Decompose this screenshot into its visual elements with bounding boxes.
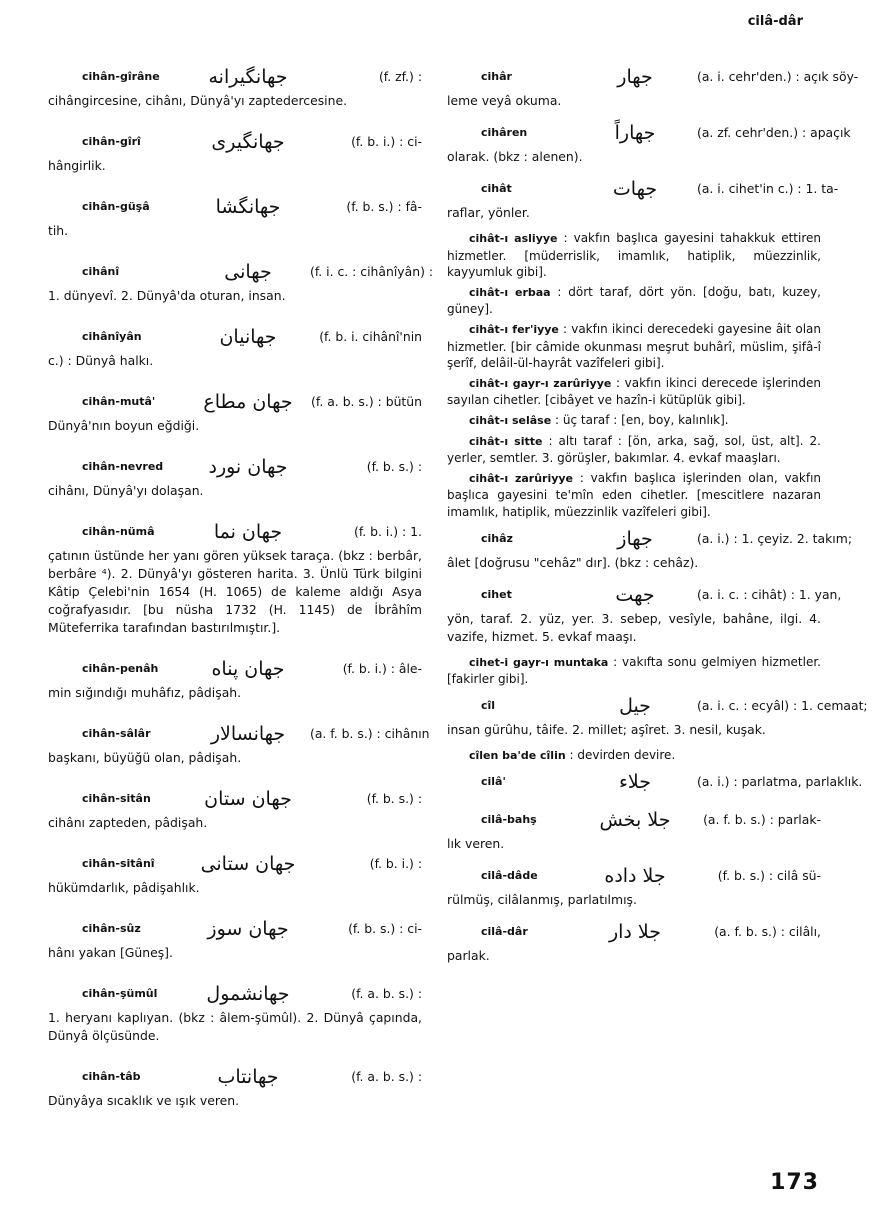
entry-grammar: (a. i.) : 1. çeyiz. 2. takım; [697,530,852,546]
entry-term: cilâ' [481,775,506,789]
entry-arabic-script: جهانگیرانه [208,66,288,88]
dictionary-entry [447,917,821,965]
page-number: 173 [770,1170,819,1195]
entry-definition: Dünyâ'nın boyun eğdiği. [48,418,200,433]
entry-grammar: (f. zf.) : [378,69,422,84]
right-column [447,62,868,973]
entry-arabic-script: جهان ستان [204,788,292,810]
entry-head [447,580,842,610]
dictionary-entry [48,517,422,637]
entry-head [447,62,859,92]
entry-term: cihân-sûz [82,922,141,935]
entry-arabic-script: جهاراً [614,122,656,144]
entry-head [447,118,851,148]
entry-arabic-script: جهانیان [219,326,277,348]
dictionary-entry [447,805,821,853]
entry-term: cilâ-dâde [481,869,538,883]
entry-definition: âlet [doğrusu "cehâz" dır]. (bkz : cehâz). [447,554,699,570]
entry-definition: cihânı, Dünyâ'yı dolaşan. [48,483,204,498]
running-header: cilâ-dâr [747,14,803,29]
entry-term: cihât-ı asliyye [469,232,558,245]
entry-term: cihânî [82,265,120,278]
entry-grammar: (f. b. i. cihânî'nin [319,329,422,344]
entry-term: cihât-ı sitte [469,434,543,448]
left-column [48,62,434,1127]
entry-head [48,914,422,944]
entry-grammar: (a. i.) : parlatma, parlaklık. [697,774,863,790]
entry-term: cihâren [481,126,528,139]
entry-head [447,174,839,204]
entry-term: cihân-mutâ' [82,395,156,408]
dictionary-entry [48,784,422,832]
entry-definition: : altı taraf : [ön, arka, sağ, sol, üst, alt]. 2. yerler, semtler. 3. görüşler, bakımlar. 4. evkaf maaşları. [447,433,821,466]
entry-head [48,517,422,547]
dictionary-entry [48,719,430,767]
entry-head [48,979,422,1009]
entry-definition: : üç taraf : [en, boy, kalınlık]. [555,412,729,427]
dictionary-entry [48,849,422,897]
dictionary-entry [48,654,422,702]
entry-definition: rülmüş, cilâlanmış, parlatılmış. [447,892,637,908]
entry-grammar: (f. i. c. : cihânîyân) : [310,264,434,279]
entry-term: cîlen ba'de cîlin [469,748,566,762]
entry-arabic-script: جهانگیری [211,131,285,153]
entry-arabic-script: جهانشمول [206,983,290,1005]
entry-definition: leme veyâ okuma. [447,93,562,108]
entry-grammar: (f. a. b. s.) : [351,986,422,1001]
entry-definition: olarak. (bkz : alenen). [447,149,583,164]
dictionary-entry [447,691,868,739]
entry-head [48,322,422,352]
entry-grammar: (f. b. s.) : [366,791,422,806]
entry-head [48,62,422,92]
entry-term: cihân-sitân [82,792,151,805]
entry-term: cihân-sâlâr [82,727,151,740]
entry-grammar: (a. i. c. : cihât) : 1. yan, [697,586,842,602]
entry-term: cihet [481,587,512,601]
entry-arabic-script: جهار [617,66,653,88]
entry-arabic-script: جهاز [617,527,653,550]
entry-definition: çatının üstünde her yanı gören yüksek taraça. (bkz : berbâr, berbâre ⁴). 2. Dünyâ'yı gösteren harita. 3. Ünlü Türk bilgini Kâtip Çelebi'nin 1654 (H. 1065) de kaleme aldığı Asya coğrafyasıdır. [bu nüsha 1732 (H. 1145) de İbrâhîm Müteferrika tarafından bastırılmıştır.]. [48,548,422,635]
entry-arabic-script: جهانتاب [217,1066,279,1088]
entry-term: cihât-ı gayr-ı zarûriyye [469,376,612,390]
dictionary-entry [447,861,821,909]
entry-definition: : vakfın ikinci derecedeki gayesine âit olan hizmetler. [bir câmide okunması meşrut buhârî, müslim, şifâ-î şerîf, delâil-ül-hayrât vazîfeleri gibi]. [447,321,821,371]
entry-grammar: (a. i. cihet'in c.) : 1. ta- [697,181,839,196]
dictionary-entry [48,192,422,240]
entry-term: cihet-i gayr-ı muntaka [469,655,609,669]
entry-term: cihât-ı zarûriyye [469,471,574,485]
entry-definition: 1. dünyevî. 2. Dünyâ'da oturan, insan. [48,288,286,303]
entry-arabic-script: جهات [612,178,658,200]
entry-definition: : vakıfta sonu gelmiyen hizmetler. [fakirler gibi]. [447,654,821,687]
entry-grammar: (f. b. i.) : 1. [353,524,422,539]
entry-head [48,784,422,814]
entry-arabic-script: جلا دار [608,921,662,944]
dictionary-entry [48,322,422,370]
entry-grammar: (a. i. c. : ecyâl) : 1. cemaat; [697,697,868,713]
entry-definition: cihângircesine, cihânı, Dünyâ'yı zaptedercesine. [48,93,348,108]
entry-definition: : vakfın başlıca işlerinden olan, vakfın başlıca gayesini te'mîn eden cihetler. [mescitlere nazaran imamlık, hatiplik, müezzinlik vazîfeleri gibi]. [447,470,822,519]
entry-arabic-script: جهانی [224,261,272,283]
entry-term: cihâz [481,531,513,545]
entry-arabic-script: جلا داده [604,865,666,888]
entry-definition: : devirden devire. [569,747,676,762]
dictionary-entry [48,1062,422,1110]
entry-term: cihân-şümûl [82,987,158,1000]
entry-term: cihân-gîrî [82,135,141,148]
dictionary-entry [447,118,851,166]
dictionary-entry [447,580,842,646]
entry-term: cihât-ı fer'iyye [469,322,559,336]
entry-term: cihânîyân [82,330,142,343]
entry-term: cihân-penâh [82,662,159,675]
entry-grammar: (f. a. b. s.) : bütün [311,394,422,409]
entry-grammar: (f. a. b. s.) : [351,1069,422,1084]
entry-head [48,192,422,222]
entry-term: cilâ-dâr [481,925,528,939]
entry-definition: : dört taraf, dört yön. [doğu, batı, kuzey, güney]. [447,284,821,317]
entry-definition: parlak. [447,948,490,964]
entry-term: cilâ-bahş [481,813,537,827]
entry-grammar: (f. b. s.) : cilâ sü- [717,868,821,884]
entry-head [447,805,821,835]
dictionary-entry [447,174,839,222]
entry-term: cihân-nevred [82,460,164,473]
dictionary-entry [447,433,821,467]
entry-term: cihân-nümâ [82,525,155,538]
entry-definition: min sığındığı muhâfız, pâdişah. [48,685,242,700]
entry-definition: : vakfın ikinci derecede işlerinden sayılan cihetler. [cibâyet ve hazîn-i kütüplük gibi]. [447,375,821,408]
entry-head [447,861,821,891]
dictionary-entry [447,284,821,318]
entry-head [48,849,422,879]
entry-term: cihât [481,182,512,195]
entry-arabic-script: جهان سوز [207,918,289,940]
entry-arabic-script: جلاء [618,771,652,794]
entry-arabic-script: جهان پناه [211,658,285,680]
entry-arabic-script: جهانسالار [210,723,286,745]
entry-arabic-script: جهان نورد [208,456,288,478]
entry-term: cihât-ı selâse [469,413,552,427]
entry-grammar: (f. b. s.) : fâ- [346,199,422,214]
entry-term: cihân-güşâ [82,200,150,213]
entry-definition: hânı yakan [Güneş]. [48,945,173,960]
entry-arabic-script: جهان ستانی [200,853,296,875]
entry-term: cihât-ı erbaa [469,285,551,299]
entry-head [48,127,422,157]
entry-arabic-script: جهت [615,583,655,606]
entry-head [447,767,863,797]
entry-definition: yön, taraf. 2. yüz, yer. 3. sebep, vesîyle, bahâne, ilgi. 4. vazife, hizmet. 5. evkaf maaşı. [447,610,821,644]
dictionary-entry [447,470,821,521]
entry-definition: raflar, yönler. [447,205,530,220]
entry-head [48,1062,422,1092]
entry-definition: hângirlik. [48,158,106,173]
entry-definition: başkanı, büyüğü olan, pâdişah. [48,750,242,765]
entry-grammar: (f. b. i.) : ci- [351,134,422,149]
entry-head [48,257,434,287]
entry-arabic-script: جهان نما [213,521,283,543]
entry-grammar: (f. b. s.) : ci- [348,921,422,936]
entry-definition: tih. [48,223,69,238]
dictionary-entry [48,452,422,500]
dictionary-entry [447,654,821,688]
entry-arabic-script: جلا بخش [599,809,671,832]
dictionary-entry [48,62,422,110]
entry-definition: hükümdarlık, pâdişahlık. [48,880,200,895]
entry-head [48,452,422,482]
entry-definition: c.) : Dünyâ halkı. [48,353,154,368]
entry-head [48,387,422,417]
entry-grammar: (a. f. b. s.) : cihânın [310,726,430,741]
dictionary-entry [48,914,422,962]
entry-arabic-script: جيل [619,694,651,717]
dictionary-entry [447,62,859,110]
entry-head [447,524,852,554]
entry-definition: Dünyâya sıcaklık ve ışık veren. [48,1093,240,1108]
entry-grammar: (f. b. i.) : [369,856,422,871]
entry-head [48,654,422,684]
entry-grammar: (f. b. i.) : âle- [342,661,422,676]
dictionary-entry [447,321,821,372]
entry-term: cihân-sitânî [82,857,155,870]
entry-definition: insan gürûhu, tâife. 2. millet; aşîret. 3. nesil, kuşak. [447,721,766,737]
entry-term: cihân-tâb [82,1070,141,1083]
entry-definition: : vakfın başlıca gayesini tahakkuk ettiren hizmetler. [müderrislik, imamlık, hatiplik, müezzinlik, kayyumluk gibi]. [447,231,821,280]
entry-definition: 1. heryanı kaplıyan. (bkz : âlem-şümûl). 2. Dünyâ çapında, Dünyâ ölçüsünde. [48,1010,422,1043]
dictionary-entry [48,127,422,175]
dictionary-entry [447,412,821,430]
entry-grammar: (a. i. cehr'den.) : açık söy- [697,69,859,84]
entry-arabic-script: جهان مطاع [203,391,293,413]
entry-term: cihân-gîrâne [82,70,160,83]
entry-grammar: (a. f. b. s.) : cilâlı, [714,924,821,940]
entry-grammar: (f. b. s.) : [366,459,422,474]
entry-definition: cihânı zapteden, pâdişah. [48,815,208,830]
dictionary-entry [447,230,821,281]
entry-grammar: (a. f. b. s.) : parlak- [703,812,821,828]
entry-term: cihâr [481,70,512,83]
dictionary-entry [447,375,821,409]
entry-head [48,719,430,749]
dictionary-entry [48,387,422,435]
entry-definition: lık veren. [447,836,505,852]
dictionary-entry [48,979,422,1045]
dictionary-entry [48,257,434,305]
dictionary-entry [447,524,852,572]
dictionary-entry [447,747,821,765]
entry-arabic-script: جهانگشا [215,196,281,218]
entry-head [447,691,868,721]
dictionary-entry [447,767,863,797]
entry-head [447,917,821,947]
entry-grammar: (a. zf. cehr'den.) : apaçık [697,125,851,140]
entry-term: cîl [481,698,496,712]
